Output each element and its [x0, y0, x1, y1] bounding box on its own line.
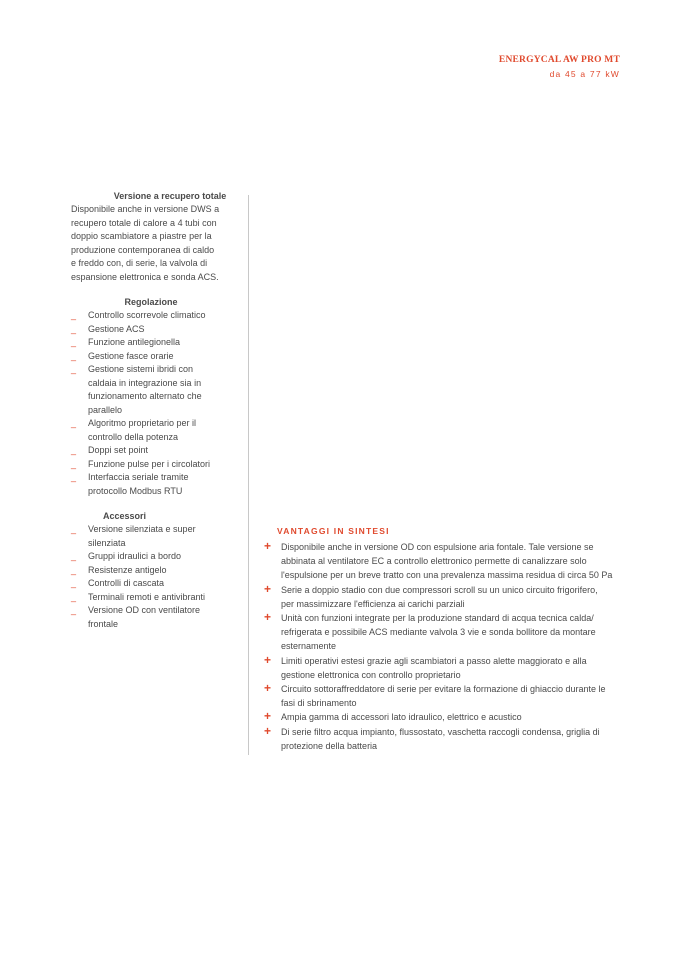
text-line: gestione elettronica con controllo proprietario — [281, 669, 461, 680]
list-item — [71, 458, 231, 472]
text-line: Ampia gamma di accessori lato idraulico, elettrico e acustico — [281, 712, 522, 723]
plus-bullet-icon: + — [264, 681, 272, 696]
list-item — [71, 523, 231, 550]
list-item — [264, 583, 624, 611]
text-line: frontale — [88, 618, 119, 629]
dash-bullet-icon: _ — [71, 472, 77, 482]
text-line: Funzione pulse per i circolatori — [88, 458, 211, 469]
list-item — [264, 611, 624, 654]
text-line: Controllo scorrevole climatico — [88, 310, 206, 320]
text-line: Controlli di cascata — [88, 578, 165, 588]
list-item — [71, 444, 231, 458]
recupero-text — [71, 203, 231, 284]
text-line: doppio scambiatore a piastre per la — [71, 231, 212, 241]
plus-bullet-icon: + — [264, 581, 272, 596]
list-item — [71, 309, 231, 323]
text-line: Gestione fasce orarie — [88, 350, 174, 361]
text-line: recupero totale di calore a 4 tubi con — [71, 217, 217, 228]
plus-bullet-icon: + — [264, 709, 272, 724]
dash-bullet-icon: _ — [71, 578, 77, 588]
text-line: Disponibile anche in versione OD con espulsione aria fontale. Tale versione se — [281, 542, 594, 552]
text-line: caldaia in integrazione sia in — [88, 377, 202, 388]
list-item — [264, 540, 624, 583]
text-line: Funzione antilegionella — [88, 337, 181, 347]
text-line: Versione OD con ventilatore — [88, 605, 201, 615]
plus-bullet-icon: + — [264, 723, 272, 738]
text-line: parallelo — [88, 404, 123, 415]
right-column — [264, 526, 624, 753]
list-item — [71, 564, 231, 578]
list-item — [71, 471, 231, 498]
dash-bullet-icon: _ — [71, 564, 77, 575]
vantaggi-list — [264, 540, 624, 753]
vantaggi-title: VANTAGGI IN SINTESI — [277, 526, 390, 536]
text-line: protezione della batteria — [281, 740, 378, 751]
plus-bullet-icon: + — [264, 652, 272, 667]
list-item — [71, 363, 231, 417]
text-line: silenziata — [88, 537, 126, 548]
text-line: Disponibile anche in versione DWS a — [71, 204, 220, 214]
regolazione-list — [71, 309, 231, 498]
text-line: refrigerata e possibile ACS mediante valvola 3 vie e sonda bollitore da montare — [281, 627, 596, 638]
list-item — [264, 710, 624, 724]
dash-bullet-icon: _ — [71, 350, 77, 361]
text-line: Gruppi idraulici a bordo — [88, 551, 182, 561]
list-item — [71, 323, 231, 337]
text-line: Di serie filtro acqua impianto, flussostato, vaschetta raccogli condensa, griglia di — [281, 726, 600, 737]
text-line: abbinata al ventilatore EC a controllo elettronico permette di canalizzare solo — [281, 556, 587, 567]
product-title: ENERGYCAL AW PRO MT — [498, 55, 620, 65]
dash-bullet-icon: _ — [71, 418, 77, 428]
text-line: espansione elettronica e sonda ACS. — [71, 271, 219, 282]
accessori-title: Accessori — [103, 511, 147, 521]
regolazione-title: Regolazione — [124, 297, 178, 307]
text-line: Limiti operativi estesi grazie agli scambiatori a passo alette maggiorato e alla — [281, 655, 587, 666]
accessori-list — [71, 523, 231, 631]
dash-bullet-icon: _ — [71, 524, 77, 534]
text-line: fasi di sbrinamento — [281, 698, 357, 709]
plus-bullet-icon: + — [264, 539, 272, 553]
text-line: esternamente — [281, 641, 337, 652]
dash-bullet-icon: _ — [71, 551, 77, 561]
list-item — [71, 604, 231, 631]
text-line: Resistenze antigelo — [88, 564, 167, 575]
text-line: Algoritmo proprietario per il — [88, 418, 197, 428]
product-range: da 45 a 77 kW — [549, 69, 620, 79]
recupero-title: Versione a recupero totale — [113, 191, 227, 201]
dash-bullet-icon: _ — [71, 364, 77, 374]
text-line: Unità con funzioni integrate per la produzione standard di acqua tecnica calda/ — [281, 613, 594, 624]
dash-bullet-icon: _ — [71, 323, 77, 334]
dash-bullet-icon: _ — [71, 591, 77, 602]
text-line: per massimizzare l'efficienza ai carichi parziali — [281, 598, 465, 609]
left-column — [71, 191, 231, 631]
text-line: e freddo con, di serie, la valvola di — [71, 258, 208, 268]
text-line: Interfaccia seriale tramite — [88, 472, 189, 482]
dash-bullet-icon: _ — [71, 337, 77, 347]
text-line: Versione silenziata e super — [88, 524, 196, 534]
text-line: controllo della potenza — [88, 431, 179, 442]
text-line: Gestione ACS — [88, 323, 145, 334]
list-item — [71, 417, 231, 444]
text-line: funzionamento alternato che — [88, 391, 202, 401]
text-line: Gestione sistemi ibridi con — [88, 364, 194, 374]
list-item — [71, 577, 231, 591]
list-item — [264, 654, 624, 682]
list-item — [264, 682, 624, 710]
plus-bullet-icon: + — [264, 610, 272, 625]
list-item — [71, 350, 231, 364]
list-item — [71, 591, 231, 605]
column-divider — [248, 195, 249, 755]
dash-bullet-icon: _ — [71, 458, 77, 469]
list-item — [264, 725, 624, 753]
text-line: protocollo Modbus RTU — [88, 485, 183, 496]
text-line: l'espulsione per un breve tratto con una prevalenza massima residua di circa 50 Pa — [281, 570, 613, 581]
list-item — [71, 550, 231, 564]
text-line: Doppi set point — [88, 445, 149, 455]
dash-bullet-icon: _ — [71, 445, 77, 455]
text-line: produzione contemporanea di caldo — [71, 244, 215, 255]
header — [499, 55, 620, 79]
list-item — [71, 336, 231, 350]
text-line: Serie a doppio stadio con due compressori scroll su un unico circuito frigorifero, — [281, 584, 598, 595]
dash-bullet-icon: _ — [71, 605, 77, 615]
dash-bullet-icon: _ — [71, 310, 77, 320]
text-line: Circuito sottoraffreddatore di serie per evitare la formazione di ghiaccio durante le — [281, 684, 606, 695]
text-line: Terminali remoti e antivibranti — [88, 591, 206, 602]
